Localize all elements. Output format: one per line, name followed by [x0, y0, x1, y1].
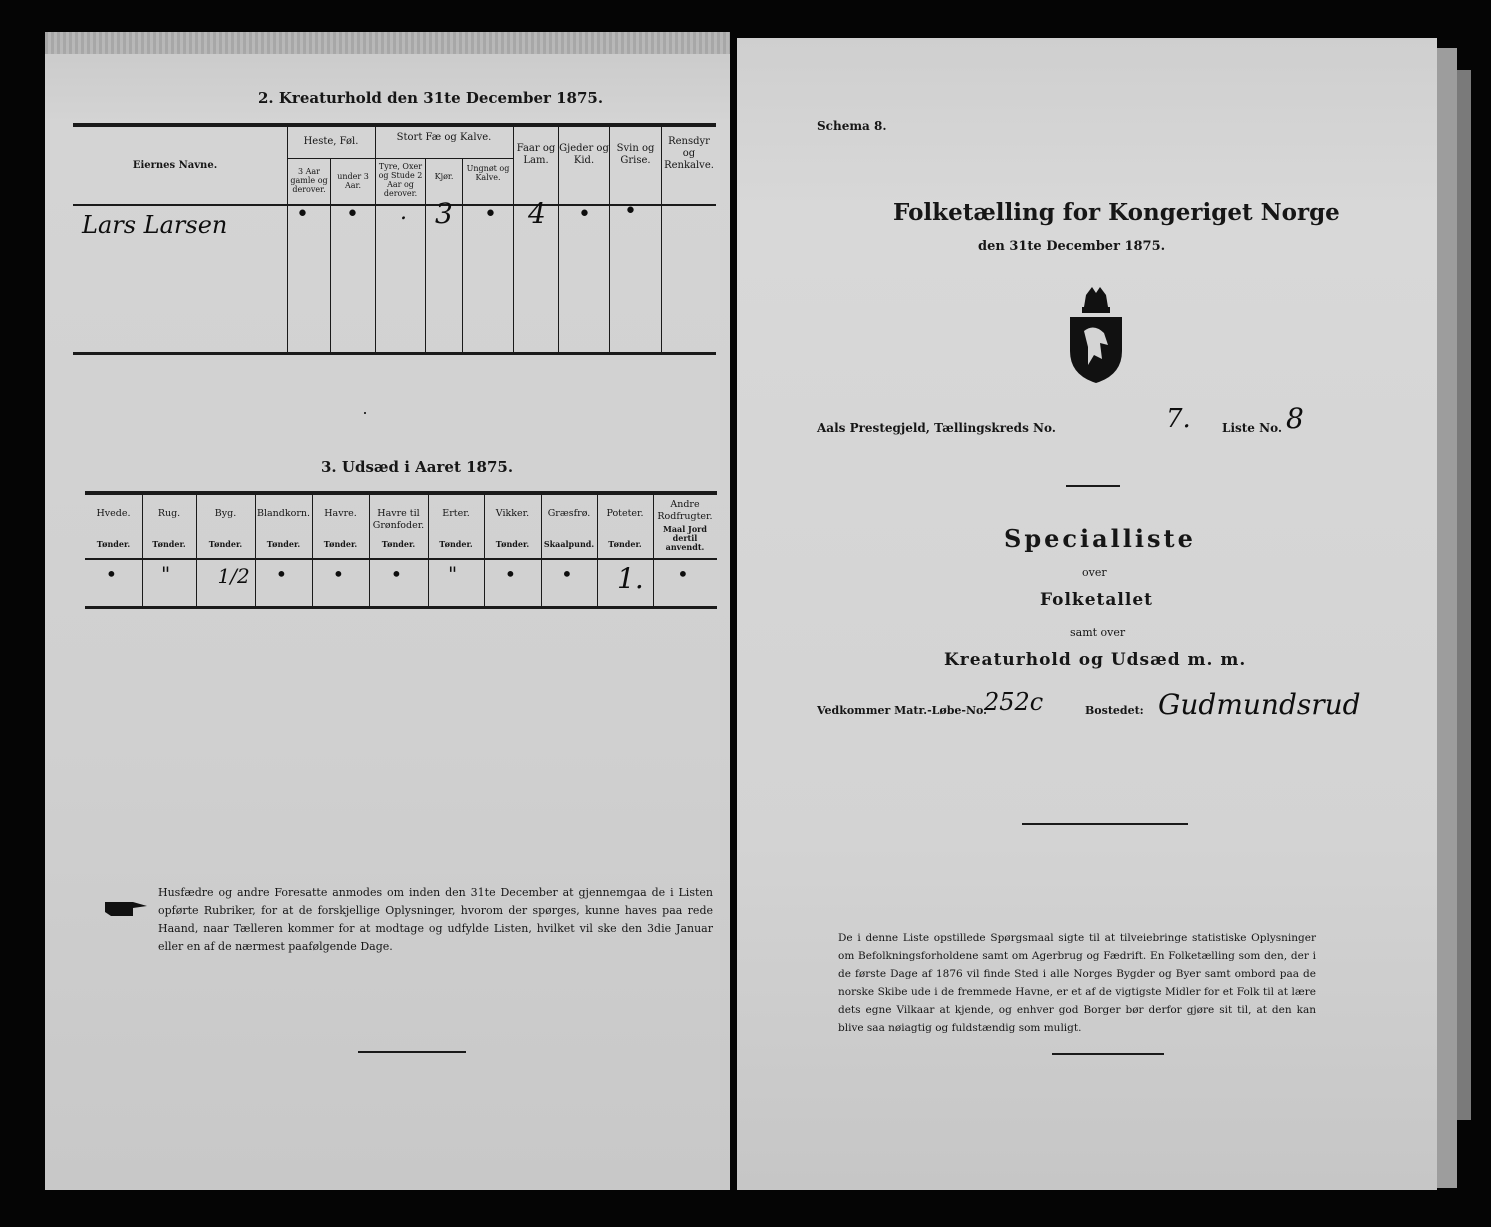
page-edge: [1437, 48, 1457, 1188]
storfe-header: Stort Fæ og Kalve.: [396, 132, 492, 143]
heste-sub1: 3 Aar gamle og derover.: [290, 167, 328, 194]
udsaed-value: •: [390, 562, 403, 586]
row-value: •: [484, 202, 497, 227]
row-value: •: [578, 202, 591, 227]
divider-rule: [1022, 823, 1188, 825]
kreds-no: 7.: [1166, 404, 1191, 434]
row-value: •: [624, 199, 637, 224]
storfe-sub3: Ungnøt og Kalve.: [466, 164, 510, 182]
udsaed-col-header: Poteter.: [606, 508, 644, 519]
table3-header-rule: [85, 558, 717, 560]
schema-label: Schema 8.: [817, 119, 887, 133]
udsaed-value: •: [504, 562, 517, 586]
notice-text: Husfædre og andre Foresatte anmodes om inden den 31te December at gjennemgaa de i Listen opførte Rubriker, for at de forskjellige Oplysninger, hvorom der spørges, kunne haves paa rede Haand, naar Tælleren kommer for at modtage og udfylde Listen, hvilket vil ske den 3die Januar eller en af de nærmest paafølgende Dage.: [158, 886, 713, 953]
row-value: .: [400, 200, 407, 225]
section3-title: 3. Udsæd i Aaret 1875.: [321, 458, 514, 476]
ink-dot: [364, 412, 366, 414]
svin-header: Svin og Grise.: [616, 143, 655, 166]
faar-header: Faar og Lam.: [516, 143, 556, 166]
table2-header-rule: [73, 204, 716, 206]
udsaed-col-unit: Tønder.: [381, 539, 416, 549]
udsaed-col-header: Havre til Grønfoder.: [372, 508, 425, 531]
matr-no: 252c: [984, 688, 1044, 716]
samt-over-label: samt over: [1070, 626, 1126, 639]
udsaed-col-unit: Tønder.: [96, 539, 131, 549]
udsaed-value: ": [448, 562, 458, 586]
bosted-value: Gudmundsrud: [1158, 688, 1361, 721]
udsaed-col-header: Rug.: [157, 508, 181, 519]
storfe-sub1: Tyre, Oxer og Stude 2 Aar og derover.: [378, 162, 423, 198]
col-divider: [425, 158, 426, 354]
row-value: •: [346, 202, 359, 227]
col-divider: [462, 158, 463, 354]
info-text: De i denne Liste opstillede Spørgsmaal sigte til at tilveiebringe statistiske Oplysninger om Befolkningsforholdene samt om Agerbrug og Fædrift. En Folketælling som den, der i de første Dage af 1876 vil finde Sted i alle Norges Bygder og Byer samt ombord paa de norske Skibe ude i de fremmede Havne, er et af de vigtigste Midler for et Folk til at lære dets egne Vilkaar at kjende, og enhver god Borger bør derfor gjøre sit til, at den kan blive saa nøiagtig og fuldstændig som muligt.: [838, 932, 1316, 1034]
col-divider: [287, 123, 288, 354]
udsaed-col-header: Blandkorn.: [256, 508, 311, 519]
udsaed-col-header: Vikker.: [495, 508, 530, 519]
liste-no: 8: [1286, 402, 1304, 435]
udsaed-col-header: Andre Rodfrugter.: [657, 499, 713, 522]
udsaed-col-unit: Tønder.: [152, 539, 186, 549]
udsaed-value: •: [677, 562, 689, 586]
census-title: Folketælling for Kongeriget Norge: [893, 199, 1340, 226]
udsaed-col-unit: Tønder.: [266, 539, 301, 549]
udsaed-col-unit: Tønder.: [608, 539, 642, 549]
end-rule: [358, 1051, 466, 1053]
pointing-hand-icon: [103, 896, 151, 920]
table3-bottom-rule: [85, 606, 717, 609]
kreatur-title: Kreaturhold og Udsæd m. m.: [944, 650, 1247, 670]
udsaed-value: •: [561, 562, 573, 586]
udsaed-col-unit: Tønder.: [323, 539, 358, 549]
col-divider: [375, 123, 376, 354]
gjeder-header: Gjeder og Kid.: [559, 143, 609, 166]
udsaed-value: ": [161, 562, 171, 586]
udsaed-col-unit: Tønder.: [495, 539, 530, 549]
udsaed-value: 1.: [617, 562, 644, 595]
udsaed-col-unit: Skaalpund.: [543, 539, 595, 549]
section2-title: 2. Kreaturhold den 31te December 1875.: [258, 89, 604, 107]
udsaed-col-unit: Maal Jord dertil anvendt.: [663, 524, 707, 552]
row-value: •: [296, 202, 309, 227]
udsaed-value: •: [105, 562, 118, 586]
row-value: 4: [528, 197, 546, 230]
table3-top-rule: [85, 491, 717, 495]
specialliste-title: Specialliste: [1004, 524, 1196, 553]
udsaed-col-header: Græsfrø.: [547, 508, 591, 519]
coat-of-arms-icon: [1064, 285, 1128, 385]
page-edge: [1457, 70, 1471, 1120]
end-rule: [1052, 1053, 1164, 1055]
udsaed-col-header: Erter.: [442, 508, 470, 519]
census-date: den 31te December 1875.: [978, 239, 1166, 254]
folketallet-title: Folketallet: [1040, 590, 1153, 610]
parish-label: Aals Prestegjeld, Tællingskreds No.: [817, 421, 1056, 435]
owner-name: Lars Larsen: [82, 211, 228, 239]
row-value: 3: [435, 197, 453, 230]
udsaed-col-header: Byg.: [214, 508, 237, 519]
liste-label: Liste No.: [1222, 421, 1283, 435]
heste-sub-rule: [287, 158, 375, 159]
owner-header: Eiernes Navne.: [132, 160, 218, 171]
table2-bottom-rule: [73, 352, 716, 355]
over-label: over: [1082, 566, 1107, 579]
udsaed-value: •: [275, 562, 288, 586]
udsaed-col-unit: Tønder.: [208, 539, 243, 549]
storfe-sub2: Kjør.: [434, 172, 454, 181]
heste-header: Heste, Føl.: [303, 136, 359, 147]
rensdyr-header: Rensdyr og Renkalve.: [664, 136, 714, 171]
table2-top-rule: [73, 123, 716, 127]
bosted-label: Bostedet:: [1085, 704, 1144, 717]
storfe-sub-rule: [375, 158, 513, 159]
heste-sub2: under 3 Aar.: [337, 172, 369, 190]
udsaed-col-header: Havre.: [324, 508, 357, 519]
udsaed-value: 1/2: [217, 564, 250, 588]
divider-rule: [1066, 485, 1120, 487]
udsaed-value: •: [332, 562, 345, 586]
udsaed-col-unit: Tønder.: [439, 539, 473, 549]
matr-label: Vedkommer Matr.-Løbe-No.: [817, 704, 987, 717]
udsaed-col-header: Hvede.: [96, 508, 131, 519]
